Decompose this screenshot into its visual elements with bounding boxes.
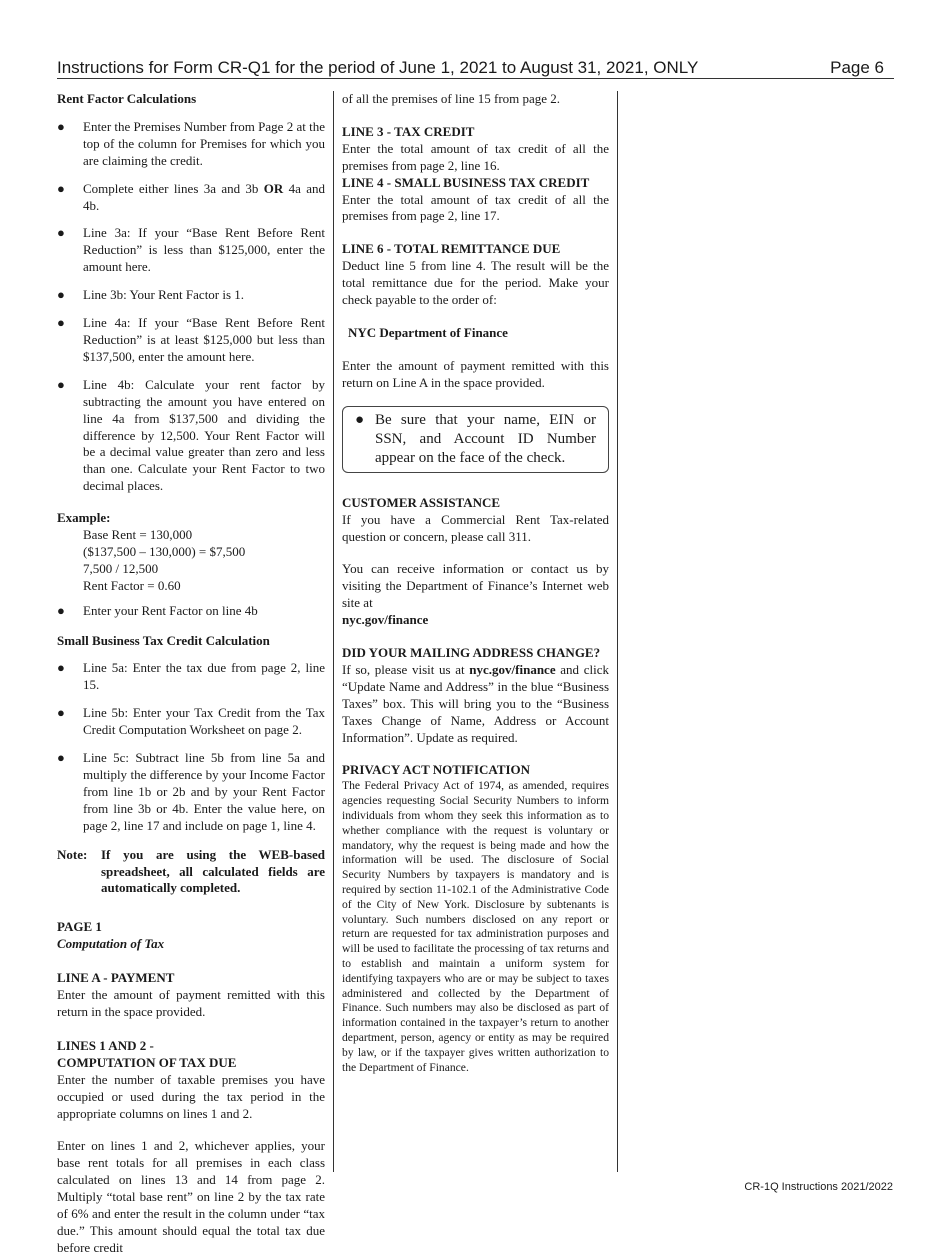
customer-assistance-heading: CUSTOMER ASSISTANCE: [342, 494, 501, 510]
footer-label: CR-1Q Instructions 2021/2022: [744, 1181, 893, 1193]
list-item: ● Complete either lines 3a and 3b OR 4a and 4b.: [57, 180, 326, 213]
list-item: ● Line 5c: Subtract line 5b from line 5a and multiply the difference by your Income Factor from line 1b or 2b and by your Rent Factor from line 3b or 4b. Enter the value here, on page 2, line 17 and include on page 1, line 4.: [57, 750, 325, 833]
info-text: You can receive information or contact us by visiting the Department of Finance’s Internet web site at: [342, 561, 609, 611]
example-label: Example:: [57, 510, 111, 526]
customer-assistance-text: If you have a Commercial Rent Tax-related question or concern, please call 311.: [342, 511, 609, 544]
list-item: ● Line 5a: Enter the tax due from page 2, line 15.: [57, 660, 325, 693]
left-column: [57, 91, 325, 1257]
note-block: [57, 847, 325, 898]
line-3-text: Enter the total amount of tax credit of all the premises from page 2, line 16.: [342, 140, 609, 173]
sbtc-heading: Small Business Tax Credit Calculation: [57, 632, 270, 648]
page1-heading: PAGE 1: [57, 919, 102, 935]
check-reminder-box: [342, 406, 609, 473]
list-item: ● Line 4b: Calculate your rent factor by subtracting the amount you have entered on line 4a from $137,500 and dividing the difference by 12,500. Your Rent Factor will be a decimal value greater than zero and less than one. Calculate your Rent Factor to two decimal places.: [57, 376, 325, 494]
note-text: If you are using the WEB-based spreadsheet, all calculated fields are automatically completed.: [101, 846, 325, 896]
bullet-icon: ●: [57, 225, 65, 241]
address-change-text: If so, please visit us at nyc.gov/finance and click “Update Name and Address” in the blue “Business Taxes” box. This will bring you to the “Business Taxes Change of Name, Address or Account Information”. Update as required.: [342, 661, 609, 745]
list-item: ● Line 4a: If your “Base Rent Before Rent Reduction” is at least $125,000 but less than $137,500, enter the amount here.: [57, 315, 325, 364]
page-number: Page 6: [830, 58, 884, 77]
lines-1-2-heading: LINES 1 AND 2 -: [57, 1037, 154, 1053]
page1-subheading: Computation of Tax: [57, 936, 165, 952]
bullet-icon: ●: [57, 750, 65, 766]
rent-factor-list: [57, 119, 325, 495]
info-link[interactable]: nyc.gov/finance: [342, 612, 429, 628]
line-a-heading: LINE A - PAYMENT: [57, 970, 175, 986]
continued-text: of all the premises of line 15 from page 2.: [342, 91, 561, 106]
note-label: Note:: [57, 846, 88, 862]
lines-1-2-subheading: COMPUTATION OF TAX DUE: [57, 1054, 237, 1070]
check-reminder-text: Be sure that your name, EIN or SSN, and Account ID Number appear on the face of the check.: [375, 411, 596, 466]
address-link[interactable]: nyc.gov/finance: [469, 661, 556, 677]
address-change-heading: DID YOUR MAILING ADDRESS CHANGE?: [342, 645, 601, 661]
bullet-icon: ●: [57, 118, 65, 134]
example-line: 7,500 / 12,500: [83, 560, 159, 576]
document-title: Instructions for Form CR-Q1 for the period of June 1, 2021 to August 31, 2021, ONLY: [57, 58, 699, 77]
lines-1-2-text-continued: Enter on lines 1 and 2, whichever applies, your base rent totals for all premises in each class calculated on lines 13 and 14 from page 2. Multiply “total base rent” on line 2 by the tax rate of 6% and enter the result in the column under “tax due.” This amount should equal the total tax due before credit: [57, 1138, 325, 1255]
example-line: Rent Factor = 0.60: [83, 577, 181, 593]
bullet-icon: ●: [57, 376, 65, 392]
bullet-icon: ●: [57, 602, 65, 618]
line-3-heading: LINE 3 - TAX CREDIT: [342, 123, 475, 139]
bullet-icon: ●: [57, 660, 65, 676]
page-header: [57, 58, 894, 79]
list-item: ● Enter the Premises Number from Page 2 at the top of the column for Premises for which you are claiming the credit.: [57, 118, 325, 168]
rent-factor-final-list: [57, 603, 325, 620]
list-item: ● Line 3b: Your Rent Factor is 1.: [57, 287, 245, 303]
column-divider-left: [333, 91, 334, 1172]
bullet-icon: ●: [57, 180, 65, 196]
privacy-heading: PRIVACY ACT NOTIFICATION: [342, 762, 531, 778]
column-divider-right: [617, 91, 618, 1172]
payment-text: Enter the amount of payment remitted with this return on Line A in the space provided.: [342, 357, 609, 390]
line-4-text: Enter the total amount of tax credit of all the premises from page 2, line 17.: [342, 191, 609, 224]
payee-name: NYC Department of Finance: [348, 324, 508, 340]
privacy-text: The Federal Privacy Act of 1974, as amended, requires agencies requesting Social Security Numbers to inform individuals from whom they seek this information as to whether compliance with the request is voluntary or mandatory, why the request is being made and how the information will be used. The disclosure of Social Security Numbers by taxpayers is mandatory and is required by section 11-102.1 of the Administrative Code of the City of New York. Disclosure by subtenants is voluntary. Such numbers disclosed on any report or return are requested for tax administration purposes and will be used to facilitate the processing of tax returns and to establish and maintain a uniform system for identifying taxpayers who are or may be subject to taxes administered and collected by the Department of Finance. Such numbers may also be disclosed as part of information contained in the taxpayer’s return to another department, person, agency or entity as may be required by law, or if the taxpayer gives written authorization to the Department of Finance.: [342, 779, 609, 1074]
line-6-heading: LINE 6 - TOTAL REMITTANCE DUE: [342, 241, 561, 257]
lines-1-2-text: Enter the number of taxable premises you have occupied or used during the tax period in the appropriate columns on lines 1 and 2.: [57, 1071, 325, 1121]
bullet-icon: ●: [57, 705, 65, 721]
bullet-icon: ●: [57, 315, 65, 331]
example-line: Base Rent = 130,000: [83, 527, 193, 543]
line-a-text: Enter the amount of payment remitted with this return in the space provided.: [57, 987, 325, 1019]
bullet-icon: ●: [57, 287, 65, 303]
line-6-text: Deduct line 5 from line 4. The result will be the total remittance due for the period. Make your check payable to the order of:: [342, 258, 609, 308]
example-line: ($137,500 – 130,000) = $7,500: [83, 543, 246, 559]
example-block: [57, 527, 325, 595]
rent-factor-heading: Rent Factor Calculations: [57, 91, 197, 106]
list-item: ● Enter your Rent Factor on line 4b: [57, 602, 258, 618]
bullet-icon: ●: [355, 411, 365, 428]
right-column: [342, 91, 609, 1075]
list-item: ● Line 5b: Enter your Tax Credit from the Tax Credit Computation Worksheet on page 2.: [57, 705, 325, 738]
line-4-heading: LINE 4 - SMALL BUSINESS TAX CREDIT: [342, 174, 590, 190]
list-item: ● Line 3a: If your “Base Rent Before Rent Reduction” is less than $125,000, enter the amount here.: [57, 225, 325, 275]
sbtc-list: [57, 660, 325, 834]
